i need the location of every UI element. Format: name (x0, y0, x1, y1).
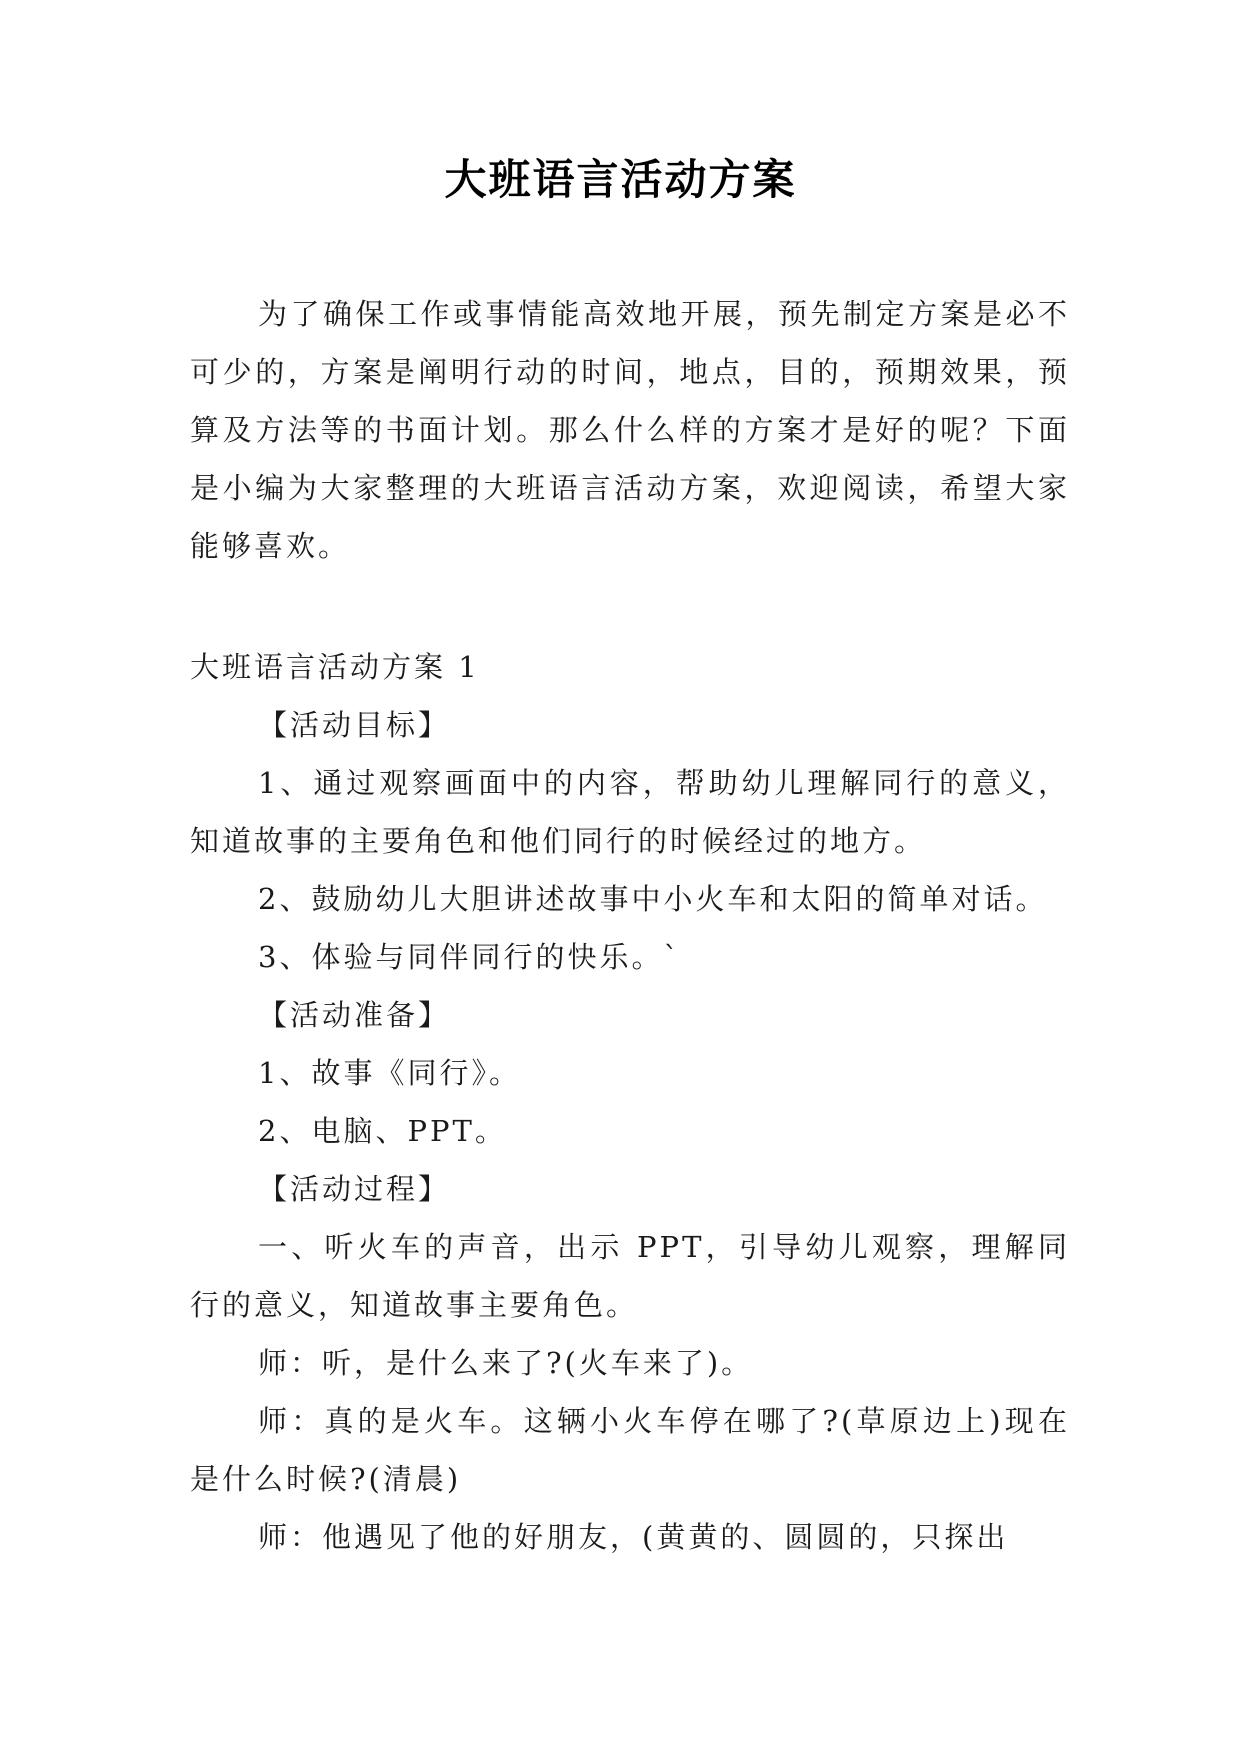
goal-item-1: 1、通过观察画面中的内容，帮助幼儿理解同行的意义，知道故事的主要角色和他们同行的时候经过的地方。 (190, 766, 1070, 858)
process-heading: 【活动过程】 (258, 1172, 451, 1206)
goal-item-3: 3、体验与同伴同行的快乐。` (258, 940, 681, 974)
prep-item-2: 2、电脑、PPT。 (258, 1114, 507, 1148)
section-1 (190, 638, 1070, 1566)
dialog-line-3: 师：他遇见了他的好朋友，(黄黄的、圆圆的，只探出 (258, 1520, 1009, 1554)
goal-item-2: 2、鼓励幼儿大胆讲述故事中小火车和太阳的简单对话。 (258, 882, 1048, 916)
intro-paragraph: 为了确保工作或事情能高效地开展，预先制定方案是必不可少的，方案是阐明行动的时间，地点，目的，预期效果，预算及方法等的书面计划。那么什么样的方案才是好的呢？下面是小编为大家整理的大班语言活动方案，欢迎阅读，希望大家能够喜欢。 (190, 297, 1070, 563)
dialog-line-1: 师：听，是什么来了?(火车来了)。 (258, 1346, 754, 1380)
goal-heading: 【活动目标】 (258, 708, 451, 742)
section-title: 大班语言活动方案 1 (190, 650, 480, 684)
prep-heading: 【活动准备】 (258, 998, 451, 1032)
dialog-line-2: 师：真的是火车。这辆小火车停在哪了?(草原边上)现在是什么时候?(清晨) (190, 1404, 1070, 1496)
process-step-1: 一、听火车的声音，出示 PPT，引导幼儿观察，理解同行的意义，知道故事主要角色。 (190, 1230, 1070, 1322)
prep-item-1: 1、故事《同行》。 (258, 1056, 521, 1090)
document-title: 大班语言活动方案 (444, 155, 797, 204)
